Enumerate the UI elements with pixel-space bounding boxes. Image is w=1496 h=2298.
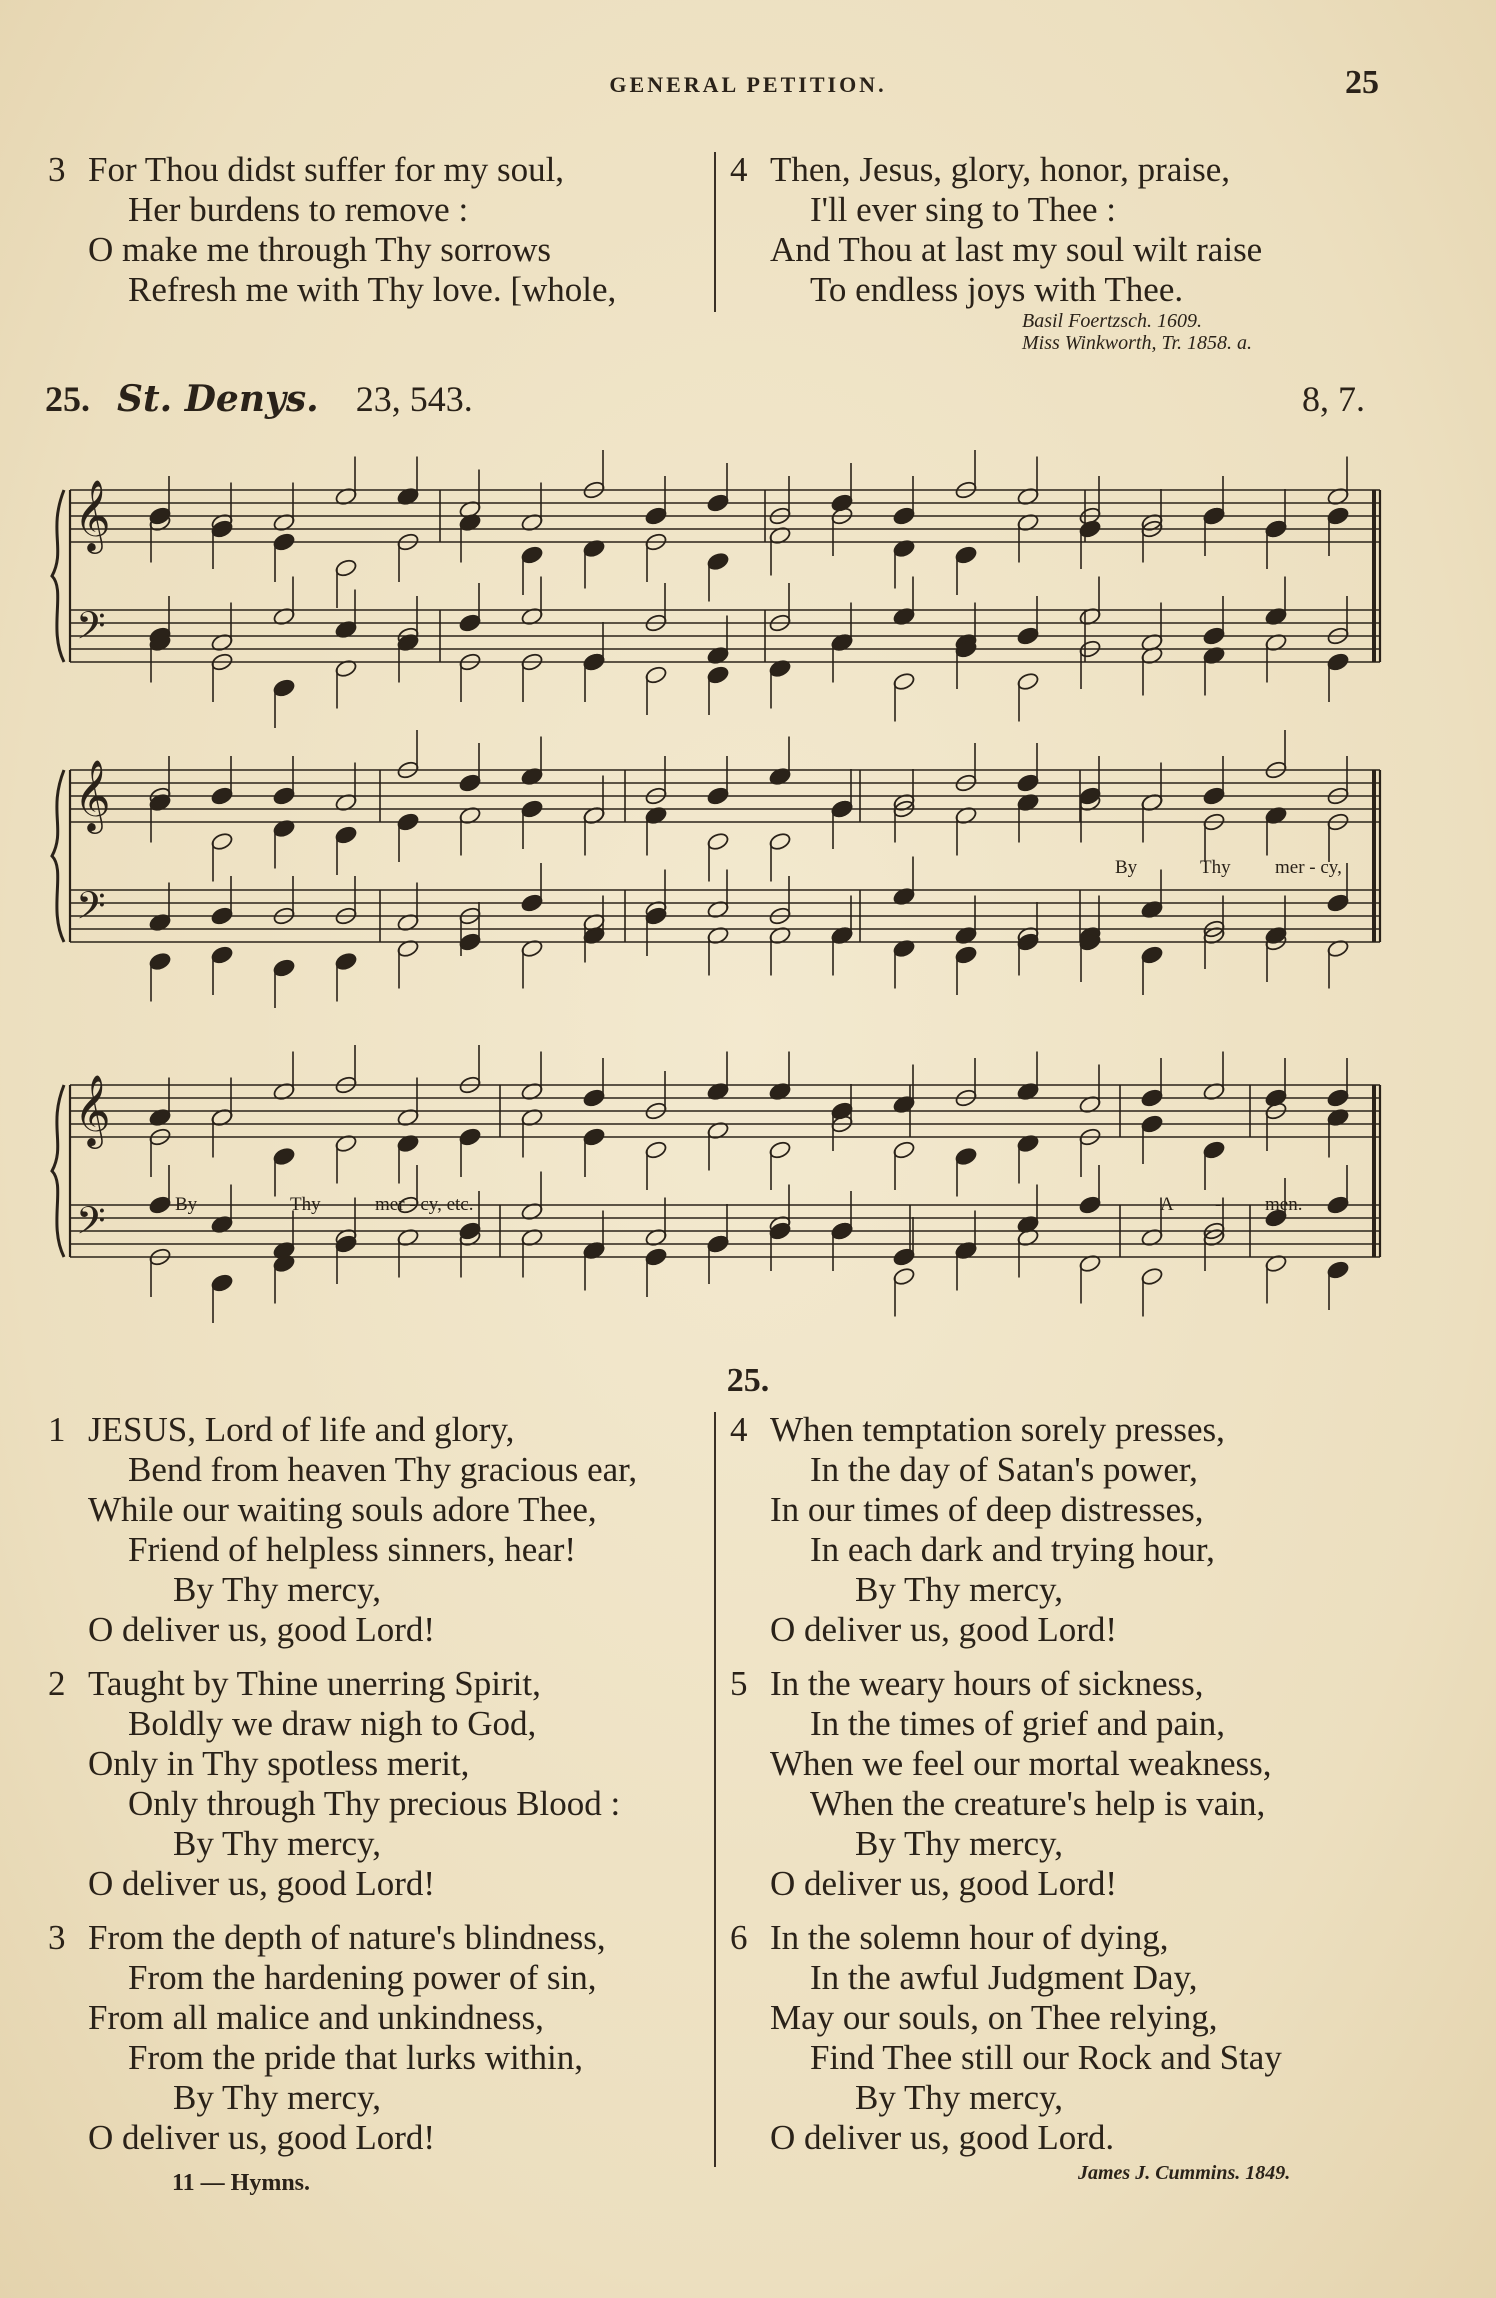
prev-hymn-verse-3: [48, 150, 616, 310]
verse-line: From the pride that lurks within,: [128, 2038, 583, 2077]
stanza-6: [730, 1918, 1282, 2158]
translator-line: Miss Winkworth, Tr. 1858. a.: [1022, 332, 1253, 354]
column-rule: [714, 1412, 716, 2167]
lyric-thy: Thy: [1200, 857, 1231, 878]
verse-line: To endless joys with Thee.: [810, 270, 1184, 309]
verse-number: 2: [48, 1664, 66, 1703]
verse-line: In our times of deep distresses,: [770, 1490, 1204, 1529]
verse-line: Her burdens to remove :: [128, 190, 469, 229]
verse-line: O deliver us, good Lord!: [88, 1610, 436, 1649]
lyric-a: A: [1160, 1194, 1174, 1215]
verse-line: By Thy mercy,: [173, 1824, 382, 1863]
verse-line: In each dark and trying hour,: [810, 1530, 1215, 1569]
tune-name: St. Denys.: [117, 378, 319, 420]
stanza-3: [48, 1918, 637, 2158]
verse-line: When temptation sorely presses,: [770, 1410, 1225, 1449]
lyric-mercy-etc: mer - cy, etc.: [375, 1194, 474, 1215]
verse-line: Boldly we draw nigh to God,: [128, 1704, 537, 1743]
verse-number: 3: [48, 150, 66, 189]
lyric-dash: -: [1215, 1194, 1222, 1215]
verse-line: In the solemn hour of dying,: [770, 1918, 1169, 1957]
prev-hymn-verse-4: [730, 150, 1262, 310]
svg-text:𝄢: 𝄢: [76, 885, 106, 936]
verse-line: Only in Thy spotless merit,: [88, 1744, 470, 1783]
verse-line: By Thy mercy,: [173, 2078, 382, 2117]
stanza-1: [48, 1410, 637, 1650]
verse-line: From all malice and unkindness,: [88, 1998, 544, 2037]
stanza-2: [48, 1664, 637, 1904]
lyric-men: men.: [1265, 1194, 1303, 1215]
verse-line: O deliver us, good Lord!: [88, 1864, 436, 1903]
svg-text:𝄞: 𝄞: [74, 482, 111, 550]
verse-number: 4: [730, 150, 748, 189]
verse-line: Friend of helpless sinners, hear!: [128, 1530, 577, 1569]
verse-line: By Thy mercy,: [855, 2078, 1064, 2117]
verse-line: When we feel our mortal weakness,: [770, 1744, 1272, 1783]
verse-line: By Thy mercy,: [855, 1824, 1064, 1863]
hymn-left-column: [48, 1410, 637, 2172]
running-header: GENERAL PETITION.: [609, 72, 887, 97]
verse-line: Bend from heaven Thy gracious ear,: [128, 1450, 638, 1489]
svg-text:𝄞: 𝄞: [74, 762, 111, 830]
verse-line: In the weary hours of sickness,: [770, 1664, 1204, 1703]
verse-line: O make me through Thy sorrows: [88, 230, 552, 269]
hymn-number: 25.: [726, 1362, 770, 1399]
stanza-5: [730, 1664, 1282, 1904]
lyric-by: By: [175, 1194, 198, 1215]
verse-line: In the times of grief and pain,: [810, 1704, 1226, 1743]
verse-number: 4: [730, 1410, 748, 1449]
verse-number: 1: [48, 1410, 66, 1449]
verse-line: JESUS, Lord of life and glory,: [88, 1410, 515, 1449]
svg-text:𝄢: 𝄢: [76, 605, 106, 656]
verse-line: O deliver us, good Lord!: [770, 1610, 1118, 1649]
verse-line: In the day of Satan's power,: [810, 1450, 1198, 1489]
verse-line: May our souls, on Thee relying,: [770, 1998, 1218, 2037]
verse-number: 5: [730, 1664, 748, 1703]
verse-line: In the awful Judgment Day,: [810, 1958, 1198, 1997]
prev-hymn-attribution: [1022, 310, 1252, 354]
verse-line: When the creature's help is vain,: [810, 1784, 1266, 1823]
tune-meter: 8, 7.: [1302, 379, 1365, 419]
lyric-thy: Thy: [290, 1194, 321, 1215]
verse-line: And Thou at last my soul wilt raise: [770, 230, 1263, 269]
verse-line: O deliver us, good Lord!: [88, 2118, 436, 2157]
lyric-mercy: mer - cy,: [1275, 857, 1342, 878]
verse-line: O deliver us, good Lord!: [770, 1864, 1118, 1903]
verse-line: Refresh me with Thy love. [whole,: [128, 270, 617, 309]
verse-line: While our waiting souls adore Thee,: [88, 1490, 597, 1529]
lyric-by: By: [1115, 857, 1138, 878]
verse-number: 3: [48, 1918, 66, 1957]
verse-line: Only through Thy precious Blood :: [128, 1784, 621, 1823]
tune-number: 25.: [45, 379, 90, 419]
column-rule: [714, 152, 716, 312]
verse-line: Then, Jesus, glory, honor, praise,: [770, 150, 1230, 189]
svg-text:𝄢: 𝄢: [76, 1200, 106, 1251]
page-number: 25: [1345, 64, 1379, 101]
verse-line: From the depth of nature's blindness,: [88, 1918, 606, 1957]
author-line: Basil Foertzsch. 1609.: [1022, 310, 1202, 332]
hymn-attribution: James J. Cummins. 1849.: [1078, 2162, 1291, 2184]
verse-line: Taught by Thine unerring Spirit,: [88, 1664, 541, 1703]
stanza-4: [730, 1410, 1282, 1650]
verse-line: By Thy mercy,: [855, 1570, 1064, 1609]
verse-line: From the hardening power of sin,: [128, 1958, 597, 1997]
tune-references: 23, 543.: [355, 379, 473, 419]
verse-line: Find Thee still our Rock and Stay: [810, 2038, 1282, 2077]
verse-line: For Thou didst suffer for my soul,: [88, 150, 565, 189]
music-lyrics: [175, 857, 1342, 1215]
verse-line: I'll ever sing to Thee :: [810, 190, 1116, 229]
tune-heading: [45, 378, 1365, 420]
svg-text:𝄞: 𝄞: [74, 1077, 111, 1145]
verse-line: O deliver us, good Lord.: [770, 2118, 1115, 2157]
verse-line: By Thy mercy,: [173, 1570, 382, 1609]
signature-mark: 11 — Hymns.: [172, 2170, 311, 2196]
music-score: [40, 440, 1400, 1340]
hymn-right-column: [730, 1410, 1282, 2172]
verse-number: 6: [730, 1918, 748, 1957]
